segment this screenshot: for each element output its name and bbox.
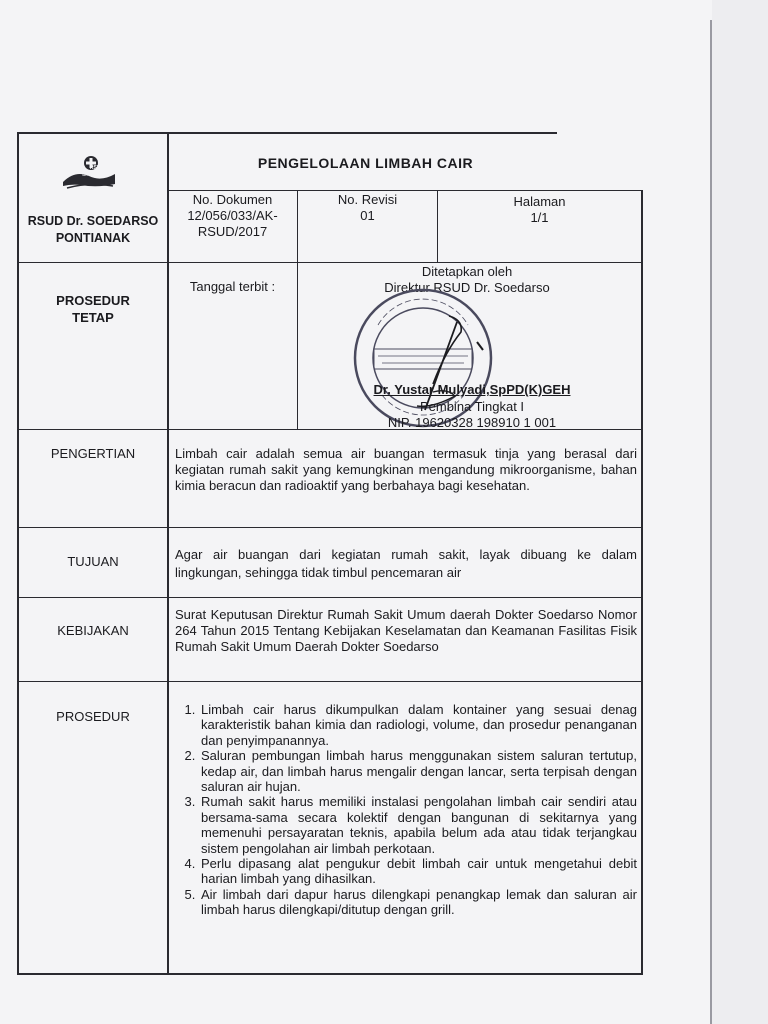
list-item: 2. Saluran pembungan limbah harus menggunakan sistem saluran tertutup, kedap air, dan limbah harus mengalir dengan lancar, serta terpisah dengan saluran air hujan.	[199, 748, 637, 794]
issue-date-label: Tanggal terbit :	[189, 279, 276, 294]
doc-number-label: No. Dokumen	[192, 192, 273, 207]
list-item: 1. Limbah cair harus dikumpulkan dalam kontainer yang sesuai denag karakteristik bahan kimia dan radiologi, volume, dan prosedur penanganan dan penyimpanannya.	[199, 702, 637, 748]
hospital-name: RSUD Dr. SOEDARSO	[27, 214, 159, 228]
doc-number-value-2: RSUD/2017	[197, 224, 268, 239]
director-text: Direktur RSUD Dr. Soedarso	[384, 280, 550, 295]
sop-document	[17, 132, 647, 974]
pengertian-label: PENGERTIAN	[50, 446, 136, 461]
table-line	[17, 132, 19, 974]
pengertian-text: Limbah cair adalah semua air buangan termasuk tinja yang berasal dari kegiatan rumah sakit yang kemungkinan mengandung mikroorganisme, bahan kimia beracun dan radioaktif yang berbahaya bagi kesehatan.	[175, 446, 637, 493]
prosedur-steps	[173, 702, 637, 918]
scan-shadow	[712, 0, 768, 1024]
doc-number-value: 12/056/033/AK-	[187, 208, 278, 223]
revision-value: 01	[360, 208, 375, 223]
signer-name: Dr. Yustar Mulyadi,SpPD(K)GEH	[373, 382, 571, 397]
tujuan-label: TUJUAN	[67, 554, 119, 569]
table-line	[167, 190, 643, 191]
prosedur-label: PROSEDUR	[56, 709, 130, 724]
hospital-city: PONTIANAK	[55, 231, 131, 245]
page-value: 1/1	[530, 210, 549, 225]
logo-text-top: RSUD	[89, 165, 105, 171]
list-item: 3. Rumah sakit harus memiliki instalasi pengolahan limbah cair sendiri atau bersama-sama secara kolektif dengan bangunan di sekitarnya yang memenuhi persayaratan teknis, apabila belum ada atau tidak terjangkau sistem pengolahan air limbah perkotaan.	[199, 794, 637, 856]
list-item: 5. Air limbah dari dapur harus dilengkapi penangkap lemak dan saluran air limbah harus dilengkapi/ditutup dengan grill.	[199, 887, 637, 918]
document-title: PENGELOLAAN LIMBAH CAIR	[257, 155, 474, 171]
revision-label: No. Revisi	[337, 192, 398, 207]
signer-rank: Pembina Tingkat I	[419, 399, 525, 414]
kebijakan-text: Surat Keputusan Direktur Rumah Sakit Umum daerah Dokter Soedarso Nomor 264 Tahun 2015 Tentang Kebijakan Keselamatan dan Keamanan Fasilitas Fisik Rumah Sakit Umum Daerah Dokter Soedarso	[175, 607, 637, 654]
table-line	[17, 132, 557, 134]
sop-label-2: TETAP	[72, 310, 114, 325]
table-line	[17, 681, 643, 682]
kebijakan-label: KEBIJAKAN	[57, 623, 129, 638]
logo-text-bottom: Dr. SOEDARSO	[82, 172, 112, 177]
table-line	[297, 190, 298, 430]
page-edge	[710, 20, 712, 1024]
set-by-text: Ditetapkan oleh	[421, 264, 513, 279]
page-label: Halaman	[513, 194, 566, 209]
sop-label: PROSEDUR	[56, 293, 130, 308]
table-line	[641, 190, 643, 974]
list-item: 4. Perlu dipasang alat pengukur debit limbah cair untuk mengetahui debit harian limbah yang dihasilkan.	[199, 856, 637, 887]
table-line	[17, 973, 643, 975]
table-line	[17, 262, 643, 263]
table-line	[17, 597, 643, 598]
table-line	[17, 527, 643, 528]
tujuan-text: Agar air buangan dari kegiatan rumah sakit, layak dibuang ke dalam lingkungan, sehingga tidak timbul pencemaran air	[175, 547, 637, 580]
table-line	[167, 132, 169, 974]
signer-nip: NIP. 19620328 198910 1 001	[387, 415, 557, 430]
